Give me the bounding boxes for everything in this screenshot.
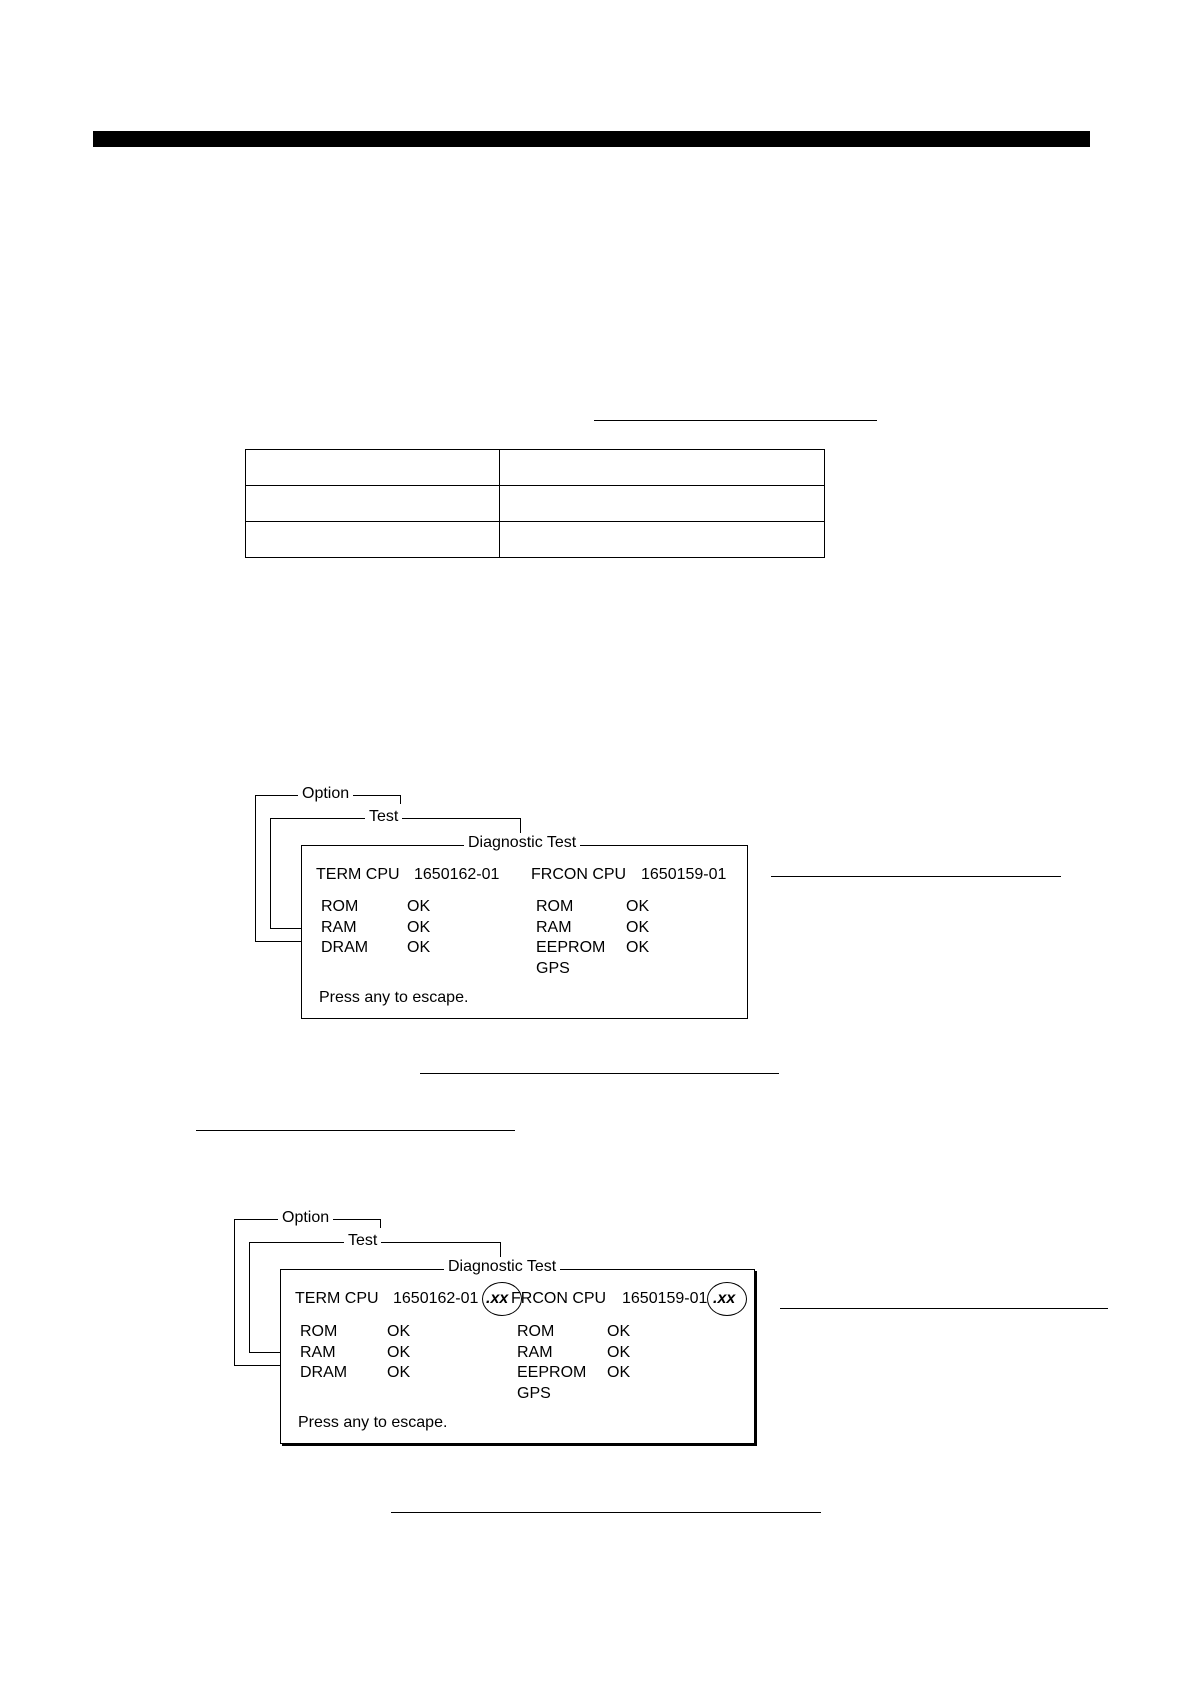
frcon-cpu-number: 1650159-01 [641, 866, 727, 883]
option-frame-left [255, 795, 256, 941]
table-row [246, 450, 825, 486]
term-cpu-label: TERM CPU [316, 866, 400, 883]
menu-test-label: Test [365, 808, 402, 826]
result-value: OK [407, 898, 431, 915]
test-frame-bottom [270, 928, 301, 929]
escape-hint: Press any to escape. [298, 1414, 448, 1431]
blank-underline-6 [391, 1512, 821, 1513]
list-item: RAM [517, 1343, 553, 1361]
left-results-column [387, 1322, 410, 1384]
frcon-cpu-number: 1650159-01 [622, 1290, 708, 1307]
result-value: OK [407, 918, 431, 936]
frcon-cpu-version-suffix: .xx [713, 1290, 736, 1307]
table-cell [500, 486, 825, 522]
list-item: EEPROM [536, 939, 606, 956]
header-bar [93, 131, 1090, 147]
blank-underline-5 [780, 1308, 1108, 1309]
list-item: EEPROM [517, 1364, 587, 1381]
list-item: RAM [536, 918, 572, 936]
left-items-column [300, 1322, 347, 1384]
table-cell [246, 522, 500, 558]
blank-underline-4 [196, 1130, 515, 1131]
blank-underline-3 [420, 1073, 779, 1074]
right-items-column [517, 1322, 586, 1404]
table-cell [500, 522, 825, 558]
left-results-column [407, 897, 430, 959]
option-frame-right [400, 795, 401, 804]
list-item: GPS [517, 1384, 551, 1402]
screen-title: Diagnostic Test [444, 1258, 560, 1276]
left-items-column [321, 897, 368, 959]
test-frame-right [500, 1242, 501, 1257]
list-item: GPS [536, 959, 570, 977]
result-value: OK [607, 1323, 631, 1340]
list-item: RAM [321, 918, 357, 936]
frcon-cpu-label: FRCON CPU [531, 866, 627, 883]
list-item: DRAM [321, 939, 369, 956]
result-value: OK [626, 898, 650, 915]
option-frame-bottom [255, 941, 301, 942]
table-row [246, 486, 825, 522]
result-value: OK [387, 1364, 411, 1381]
right-results-column [607, 1322, 630, 1384]
menu-option-label: Option [278, 1209, 333, 1227]
table-row [246, 522, 825, 558]
blank-underline-2 [771, 876, 1061, 877]
list-item: DRAM [300, 1364, 348, 1381]
menu-test-label: Test [344, 1232, 381, 1250]
test-frame-left [249, 1242, 250, 1352]
table-cell [246, 486, 500, 522]
list-item: ROM [300, 1323, 338, 1340]
test-frame-left [270, 818, 271, 928]
escape-hint: Press any to escape. [319, 989, 469, 1006]
right-results-column [626, 897, 649, 959]
option-frame-right [380, 1219, 381, 1228]
result-value: OK [607, 1343, 631, 1361]
option-frame-left [234, 1219, 235, 1365]
test-frame-bottom [249, 1352, 280, 1353]
list-item: ROM [536, 898, 574, 915]
table-cell [500, 450, 825, 486]
term-cpu-version-suffix: .xx [486, 1290, 509, 1307]
menu-option-label: Option [298, 785, 353, 803]
term-cpu-number: 1650162-01 [414, 866, 500, 883]
test-frame-right [520, 818, 521, 833]
result-value: OK [387, 1343, 411, 1361]
result-value: OK [387, 1323, 411, 1340]
screen-title: Diagnostic Test [464, 834, 580, 852]
term-cpu-number: 1650162-01 [393, 1290, 479, 1307]
result-value: OK [626, 939, 650, 956]
list-item: ROM [321, 898, 359, 915]
table-cell [246, 450, 500, 486]
result-value: OK [626, 918, 650, 936]
blank-underline-1 [594, 420, 877, 421]
blank-table [245, 449, 825, 558]
result-value: OK [407, 939, 431, 956]
list-item: ROM [517, 1323, 555, 1340]
result-value: OK [607, 1364, 631, 1381]
list-item: RAM [300, 1343, 336, 1361]
right-items-column [536, 897, 605, 979]
option-frame-bottom [234, 1365, 280, 1366]
version-highlight-circle [707, 1282, 747, 1316]
term-cpu-label: TERM CPU [295, 1290, 379, 1307]
frcon-cpu-label: FRCON CPU [511, 1290, 607, 1307]
